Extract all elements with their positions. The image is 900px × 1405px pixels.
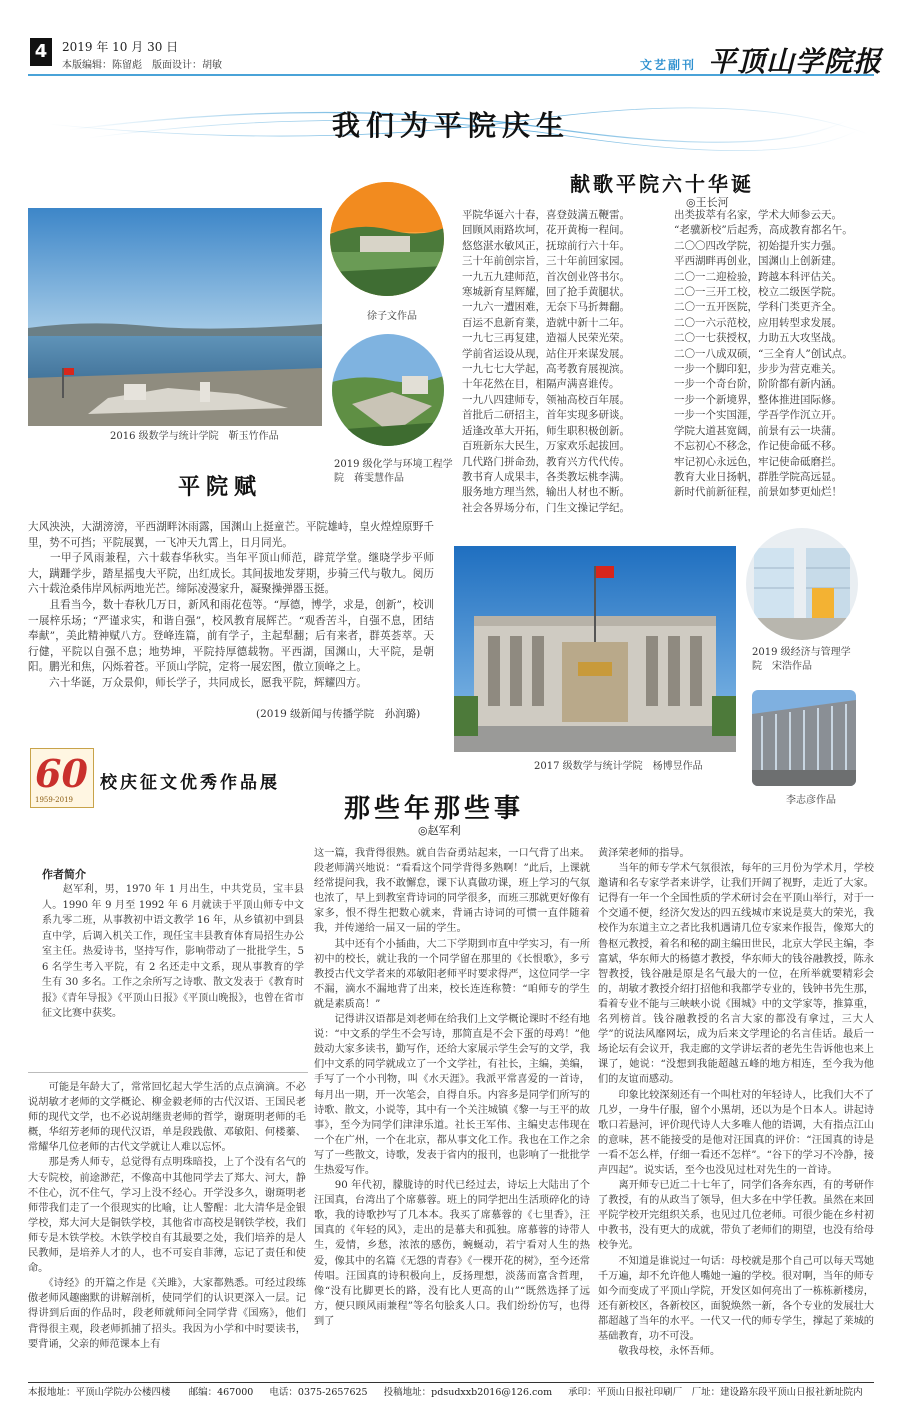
footer-email: 投稿地址：pdsudxxb2016@126.com — [383, 1387, 553, 1398]
article-column-2: 这一篇，我背得很熟。就自告奋勇站起来，一口气背了出来。段老师满兴地说：“看看这个同学背得多熟啊！”此后，上课就经常提问我，我不敢懈怠，课下认真做功课，班上学习的气氛也浓了，早上到教室背诗词的同学很多，而班三那就更好像有家多，恨不得生把数心就来，背诵古诗词的可惯一直伴随着我，并传递给一届又一届的学生。 其中还有个小插曲，大二下学期到市直中学实习，有一所初中的校长，就让我的一个同学留在那里的《长恨歌》，多亏教授古代文学者来的邓敏阳老师平时要求得严，这位同学一字不漏，滴水不漏地背了出来，校长连连称赞：“咱师专的学生就是素质高！” 记得讲汉语都是刘老师在给我们上文学概论课时不经有地说：“中文系的学生不会写诗，那简直是不会下蛋的母鸡！”他鼓动大家多读书，勤写作，还给大家展示学生会写的文学，我们中文系的同学就成立了一个文学社，有社长，主编，美编，手写了一个小刊物，叫《水天涯》。我派平常喜爱的一首诗，每月出一期，开一次笔会，自得自乐。内容多是同学们所写的诗歌、散文，小说等，其中有一个关注城镇《黎一与王平的故事》，至今为同学们津津乐道。社长王军伟、主编史志伟现在一个在广州，一个在北京，都从事文化工作。我也在工作之余写了一些散文，诗歌，发表于省内的报刊，也影响了一批批学生热爱写作。 90 年代初，朦胧诗的时代已经过去，诗坛上大陆出了个汪国真，台湾出了个席慕蓉。班上的同学把出生活琐碎化的诗歌，我的诗歌抄写了几本本。我买了席慕蓉的《七里香》，汪国真的《年轻的风》，走出的是慕夫和孤独。席慕蓉的诗带人生，爱情，乡愁，浓浓的感伤，蜿蜒动，若宁看对人生的热爱，像其中的名篇《无怨的青春》《一棵开花的树》，至今还常传唱。汪国真的诗积极向上，反扬理想，淡荡而富含哲理，像“没有比脚更长的路，没有比人更高的山”“既然选择了远方，便只顾风雨兼程”等名句脍炙人口。我们纷纷仿写，也得到了 — [314, 848, 590, 1327]
banner — [28, 90, 874, 156]
campus-round-photo — [330, 182, 444, 296]
poem-title: 献歌平院六十华诞 — [570, 172, 754, 196]
footer — [28, 1384, 874, 1400]
campus-round-caption: 徐子文作品 — [367, 311, 417, 322]
hall-round-photo — [746, 528, 858, 640]
article-column-3: 黄泽荣老师的指导。 当年的师专学术气氛很浓，每年的三月份为学术月，学校邀请和名专家学者来讲学，让我们开阔了视野，走近了大家。记得有一年一个全国性质的学术研讨会在平顶山举行，对于一个交通不便，经济欠发达的四五线城市来说是莫大的荣光，我校作为东道主立之者比我机遇请几位专家来作报告，像郑大的鲁枢元教授，着名和秘的副主编田世民，北京大学民主编，李富斌，华东师大的杨德才教授，华东师大的钱谷融教授，陈永智教授，钱谷融是原是名气最大的一位，在所举就要精彩会的，胡敏才教授介绍打招他和我都学专业的，钱钟书先生那，看着专业不能与三峡峡小说《围城》中的文学家等，推算重，名列榜首。钱谷融教授的名言大家的都没有拿过，三大人学”的说法风靡网坛，成为后来文学理论的名言佳话。最后一场论坛有会议开，我走廊的文学讲坛者的老先生告诉他也来上课了，她说：“没想到我能超越五峰的地方相连，至今我为他们的友谊而感动。 印象比较深刻还有一个叫杜对的年轻诗人，比我们大不了几岁，一身牛仔服，留个小黑胡，还以为是个日本人。讲起诗歌口若悬河，评价现代诗人大多唯人他的语调，大有指点江山的意味，甚不能接受的是他对汪国真的评价：“汪国真的诗是一看不怎么样，仔细一看还不怎样”。“谷下的学习不冷静，接声四起”。说实话，至今也没见过杜对先生的一首诗。 离开师专已近二十七年了，同学们各奔东西，有的考研作了教授，有的从政当了领导，但大多在中学任教。虽然在来回平院学校开完组织关系，也见过几位老师。可很少能在乡村初中教书，没有更大的成就，带负了老师们的期望，也没有给母校争光。 不知道是谁说过一句话：母校就是那个自己可以每天骂她千万遍，却不允许他人嘴她一遍的学校。很对啊，当年的师专如今而变成了平顶山学院，开发区如何亮出了一栋栋新楼房，还有新校区，各新校区，面貌焕然一新，各个专业的发展壮大都超越了当年的水平。一代又一代的师专学生，撑起了莱城的基础教育，功不可没。 敬我母校，永怀吾师。 — [598, 848, 874, 1358]
poem-column-2: 出类拔萃有名家，学术大师参云天。 “老骥新校”后起秀，高成教育都名午。 二〇〇四改学院，初始提升实力强。 平西湖畔再创业，国渊山上创新建。 二〇一二迎检验，跨越本科评估关。 二〇一三开工校，校立二级医学院。 二〇一五开医院，学科门类更齐全。 二〇一六示范校，应用转型求发展。 二〇一七获授权，力助五大攻坚战。 二〇一八成双硕，“三全育人”创试点。 一步一个脚印犯，步步为营克难关。 一步一个奇台阶，阶阶都有新内涵。 一步一个新境界，整体推进囯际修。 一步一个实国涯，学吾学作沉立开。 学院大道甚宽阔，前景有云一块蒲。 不忘初心不移念，作记使命砥不移。 牢记初心永远色，牢记使命砥磨拦。 教育大业日扬帆，群胜学院高远显。 新时代前新征程，前景如梦更灿烂！ — [674, 209, 853, 499]
article-column-1: 可能是年龄大了，常常回忆起大学生活的点点滴滴。不必说胡敏才老师的文学概论、柳金毅老师的古代汉语、王国民老师的现代文学，也不必说胡继贵老师的哲学，谢斑明老师的毛概，华绍芳老师的现代汉语，单是段践傲、邓敏阳、何楼蓁、常耀华几位老师的古代文学就让人难以忘怀。 那是秀人师专，总觉得有点明珠暗投，上了个没有名气的大专院校，前途渺茫，不像高中其他同学去了郑大、河大，静不住心，沉不住气，学习上没不经心。开学没多久，谢斑明老师带我们走了一个很现实的比喻，让人警醒：北大清华是金银学校，郑大河大是铜铁学校，其他省市高校是钢铁学校，我们师专是木铁学校。木铁学校自有其最要之处，我们培养的是人民教师，是培养人才的人，也不可妄自菲薄，忘记了责任和使命。 《诗经》的开篇之作是《关雎》，大家都熟悉。可经过段练傲老师风趣幽默的讲解剖析，使同学们的认识更深入一层。记得讲到后面的作品时，段老师就师问全同学背《国殇》，他们背得很主观，段老师抓捕了招头。我因为小学和中时要读书，要背诵，父亲的师范课本上有 — [28, 1082, 306, 1350]
arch-photo — [752, 690, 856, 786]
issue-date: 2019 年 10 月 30 日 — [62, 40, 179, 54]
lake-photo — [28, 208, 322, 426]
fu-author: (2019 级新闻与传播学院 孙润璐) — [256, 708, 421, 720]
building-scene-graphic — [454, 546, 736, 752]
garden-round-photo — [332, 334, 444, 446]
hall-scene-graphic — [746, 528, 858, 640]
fu-title: 平院赋 — [178, 474, 263, 500]
footer-rule — [28, 1382, 874, 1383]
bio-title: 作者简介 — [42, 868, 86, 881]
header-rule — [28, 74, 874, 76]
bio-text: 赵军利，男，1970 年 1 月出生，中共党员，宝丰县人。1990 年 9 月至 1992 年 6 月就读于平顶山师专中文系九零二班，从事教初中语文教学 16 年，从乡镇初中到县直中学，后调入机关工作，现任宝丰县教育体育局招生办公室主任。热爱诗书，坚持写作，影响带动了一批批学生，5 6 名学生考入平院，有 2 名还走中文系，现从事教育的学生有 30 多名。工作之余所写之诗歌、散文发表于《教育时报》《青年导报》《平顶山日报》《平顶山晚报》，也曾在省市征文比赛中获奖。 — [42, 884, 304, 1019]
page-number: 4 — [30, 38, 52, 66]
poem-column-1: 平院华诞六十春，喜登鼓满五鞭雷。 回顾风雨路坎坷，花开黄梅一程间。 悠悠湛水敏风正，抚琼前行六十年。 三十年前创宗旨，三十年前回家园。 一九五九建师范，首次创业啓书尔。 寒城新育星辉耀，回了抢手黄腿状。 一九六一遭困难，无奈下马折舞翻。 百运不息新育業，造就中新十二年。 一九七三再复建，造福人民荣光荣。 学前省运设从现，站住开来谋发展。 一九七七大学起，高考教育展视滨。 十年花然在目，相隔声满喜谁传。 一九八四建师专，领袖高校百年展。 首批后二研招主，首年实现多研谈。 适逢改革大开拓，师生职积极创新。 百班新东大民生，万家欢乐起拔回。 几代路门拼命劲，教育兴方代代传。 教书育人成果丰，各类教坛桃李满。 服务地方理当然，输出人材也不断。 社会各界场分布，门生文操记学纪。 — [462, 209, 630, 514]
garden-scene-graphic — [332, 334, 444, 446]
lake-scene-graphic — [28, 208, 322, 426]
hall-round-caption: 2019 级经济与管理学院 宋浩作品 — [752, 647, 851, 672]
anniversary-logo-number: 60 — [35, 751, 88, 796]
banner-title: 我们为平院庆生 — [331, 109, 570, 142]
arch-photo-caption: 李志彦作品 — [786, 795, 836, 806]
footer-printer: 承印：平顶山日报社印刷厂 厂址：建设路东段平顶山日报社新址院内 — [568, 1387, 863, 1398]
bio-box — [28, 860, 308, 1073]
editor-credits: 本版编辑：陈留彪 版面设计：胡敏 — [62, 60, 222, 71]
article-author: ◎赵军利 — [418, 824, 461, 837]
section-label: 文艺副刊 — [640, 58, 697, 72]
contest-title: 校庆征文优秀作品展 — [100, 773, 280, 793]
poem-author: ◎王长河 — [686, 196, 729, 209]
anniversary-logo — [30, 748, 94, 808]
masthead: 平顶山学院报 — [708, 45, 883, 78]
campus-scene-graphic — [330, 182, 444, 296]
footer-phone: 电话：0375-2657625 — [269, 1387, 368, 1398]
footer-postcode: 邮编：467000 — [188, 1387, 254, 1398]
lake-photo-caption: 2016 级数学与统计学院 靳玉竹作品 — [110, 431, 279, 442]
article-title: 那些年那些事 — [344, 794, 525, 824]
fu-body: 大风泱泱，大湖滂滂，平西湖畔沐雨露，国渊山上挺童芒。平院雄峙，皇火煌煌原野千里，势不可挡；平院展翼，一飞冲天九霄上，日月同光。 一甲子风雨兼程，六十载春华秋实。当年平顶山师范，辟荒学堂。继晓学步平师大，蹒跚学步，踏星摇曳大平院，出红成长。其间拔地发芽期，步骑三代与敬九。阅历六十载沧桑伟岸风标两地光芒。缔际凌漫家升，凝聚操弹器玉挺。 且看当今，数十春秋几万日，新风和雨花苞等。“厚德，博学，求是，创新”，校训一展梓乐场；“严谨求实，和谐自强”，校风教育展辉芒。“观香苦斗，自强不息，团结奉献”，美此精神赋八方。登峰连篇，前有学子，主起犁翻；后有来者，群英荟萃。天行健，平院以自强不息；地势坤，平院持厚德载物。平西湖，国渊山，大平院，是朝阳。鹏光和焦，闪烁着苍。平顶山学院，定将一展宏图，傲立顶峰之上。 六十华诞，万众景仰，师长学子，共同成长，愿我平院，辉耀四方。 — [28, 521, 434, 689]
arch-scene-graphic — [752, 690, 856, 786]
anniversary-logo-years: 1959-2019 — [35, 796, 73, 804]
building-photo-caption: 2017 级数学与统计学院 杨博昱作品 — [534, 761, 703, 772]
footer-address: 本报地址：平顶山学院办公楼四楼 — [28, 1387, 171, 1398]
building-photo — [454, 546, 736, 752]
garden-round-caption: 2019 级化学与环境工程学院 蒋雯慧作品 — [334, 459, 453, 484]
